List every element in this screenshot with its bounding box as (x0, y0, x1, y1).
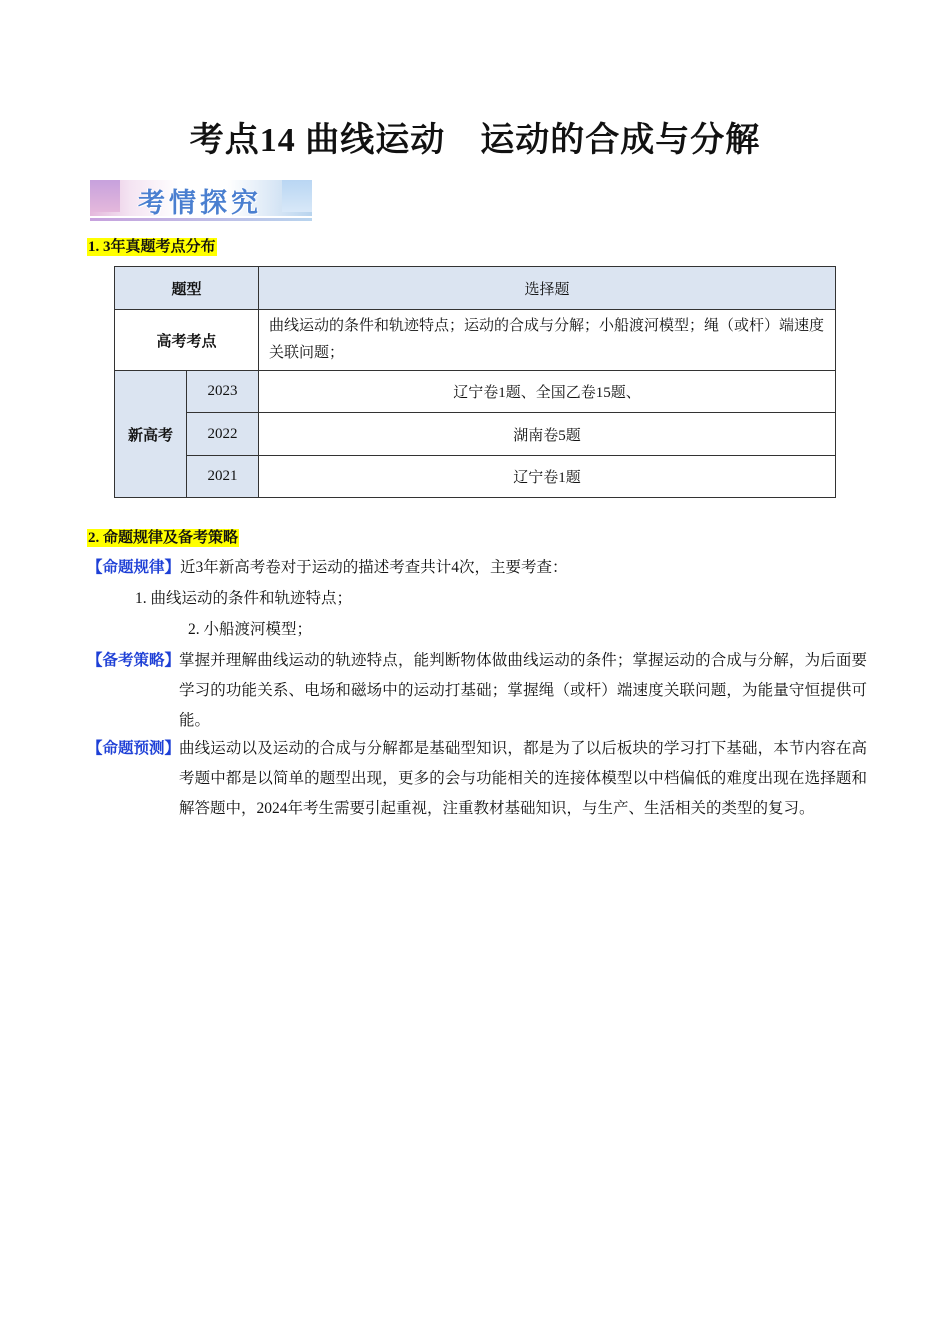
year-value-cell: 辽宁卷1题 (259, 456, 836, 498)
rule-paragraph (87, 553, 568, 583)
rule-text: 近3年新高考卷对于运动的描述考查共计4次，主要考查： (180, 559, 568, 576)
points-label-cell: 高考考点 (115, 310, 259, 371)
group-label-cell: 新高考 (115, 371, 187, 498)
year-cell: 2023 (187, 371, 259, 413)
strategy-block (87, 646, 867, 736)
forecast-text: 曲线运动以及运动的合成与分解都是基础型知识，都是为了以后板块的学习打下基础，本节内容在高考题中都是以简单的题型出现，更多的会与功能相关的连接体模型以中档偏低的难度出现在选择题和解答题中，2024年考生需要引起重视，注重教材基础知识，与生产、生活相关的类型的复习。 (179, 740, 867, 817)
exam-distribution-table (114, 266, 836, 498)
banner-label: 考情探究 (138, 188, 262, 219)
forecast-block (87, 734, 867, 824)
table-row (115, 267, 836, 310)
table-row (115, 413, 836, 456)
list-item: 2. 小船渡河模型； (188, 621, 313, 638)
page-title: 考点14 曲线运动 运动的合成与分解 (189, 122, 761, 159)
type-value-cell: 选择题 (259, 267, 836, 310)
banner-left-square (90, 180, 120, 212)
strategy-text: 掌握并理解曲线运动的轨迹特点，能判断物体做曲线运动的条件；掌握运动的合成与分解，为后面要学习的功能关系、电场和磁场中的运动打基础；掌握绳（或杆）端速度关联问题，为能量守恒提供可能。 (179, 652, 867, 729)
year-value-cell: 辽宁卷1题、全国乙卷15题、 (259, 371, 836, 413)
banner-right-square (282, 180, 312, 212)
points-value-cell: 曲线运动的条件和轨迹特点；运动的合成与分解；小船渡河模型；绳（或杆）端速度关联问题； (259, 310, 836, 371)
forecast-tag: 【命题预测】 (87, 740, 181, 757)
section1-heading: 1. 3年真题考点分布 (88, 239, 216, 255)
type-label-cell: 题型 (115, 267, 259, 310)
year-cell: 2021 (187, 456, 259, 498)
list-item: 1. 曲线运动的条件和轨迹特点； (135, 590, 353, 607)
section-banner (90, 178, 312, 222)
table-row (115, 310, 836, 371)
section2-heading: 2. 命题规律及备考策略 (88, 530, 239, 546)
year-cell: 2022 (187, 413, 259, 456)
rule-tag: 【命题规律】 (87, 559, 181, 576)
table-row (115, 456, 836, 498)
table-row (115, 371, 836, 413)
year-value-cell: 湖南卷5题 (259, 413, 836, 456)
strategy-tag: 【备考策略】 (87, 652, 181, 669)
